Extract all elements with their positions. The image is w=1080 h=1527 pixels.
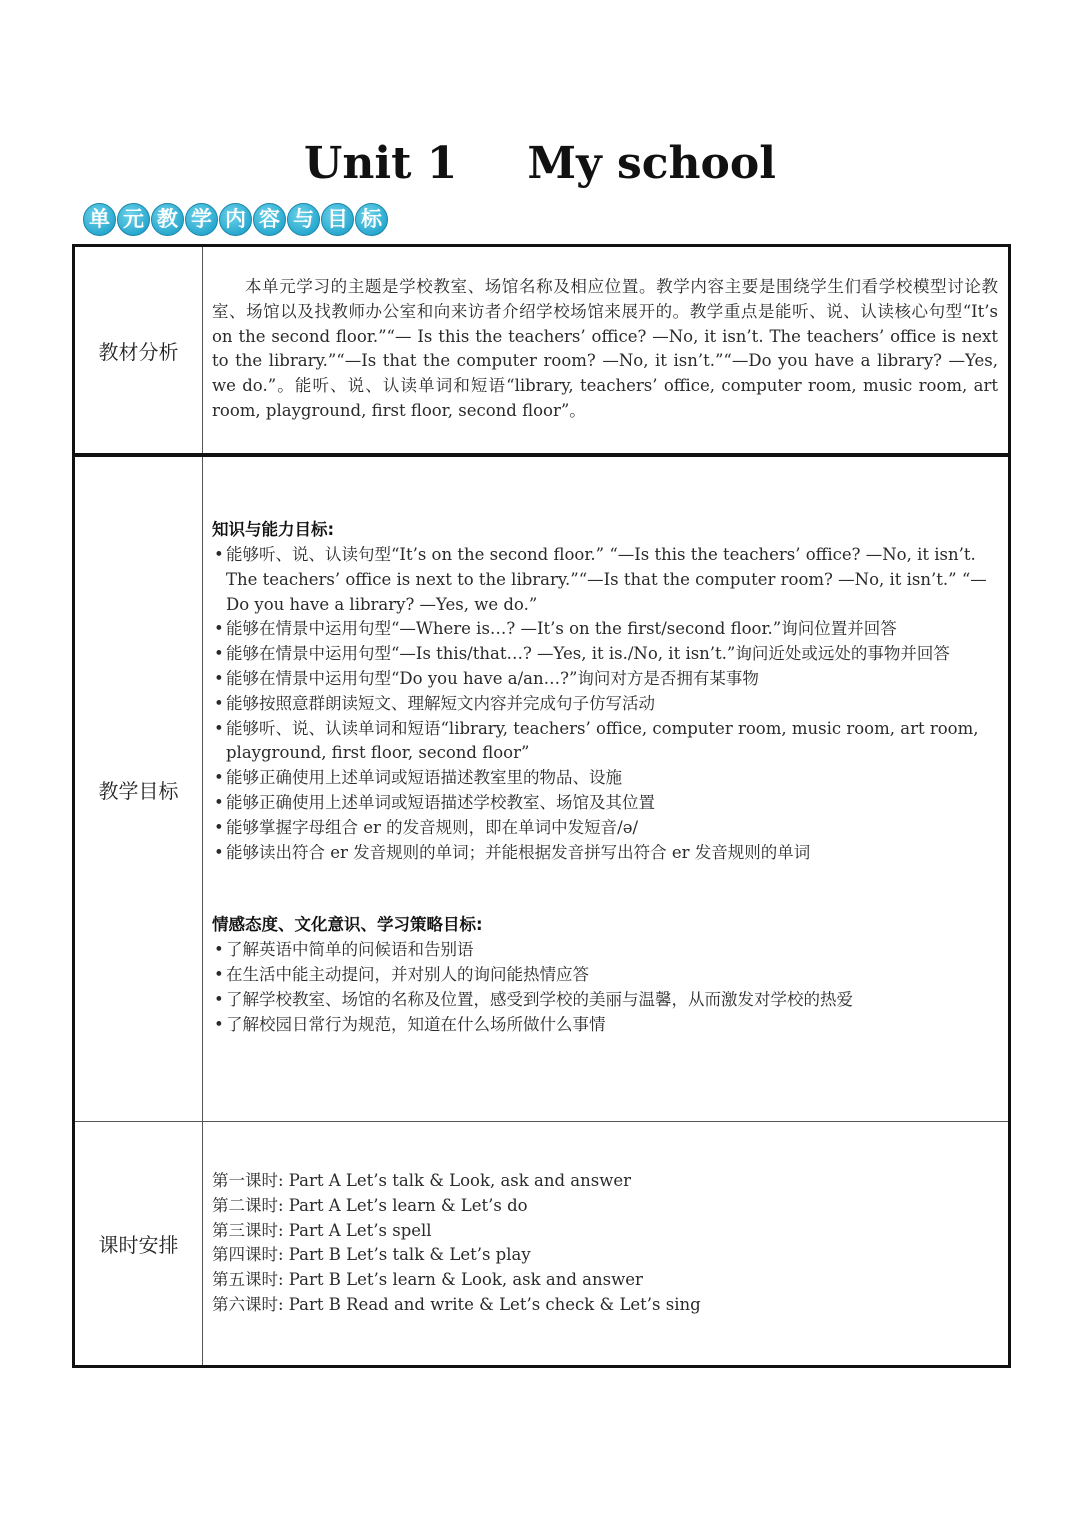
badge-char: 元	[117, 203, 150, 236]
table-row	[74, 1122, 1010, 1367]
table-row	[74, 246, 1010, 456]
lesson-item: 第二课时: Part A Let’s learn & Let’s do	[212, 1195, 528, 1215]
list-item: • 了解校园日常行为规范，知道在什么场所做什么事情	[212, 1013, 998, 1038]
row-label-teaching-goals: 教学目标	[74, 455, 203, 1122]
badge-char: 标	[355, 203, 388, 236]
list-item: • 能够在情景中运用句型“—Is this/that…? —Yes, it is./No, it isn’t.”询问近处或远处的事物并回答	[212, 642, 998, 667]
knowledge-heading: 知识与能力目标:	[212, 520, 335, 539]
badge-char: 教	[151, 203, 184, 236]
badge-char: 内	[219, 203, 252, 236]
badge-char: 目	[321, 203, 354, 236]
affect-heading: 情感态度、文化意识、学习策略目标:	[212, 915, 483, 935]
list-item: • 能够在情景中运用句型“—Where is…? —It’s on the first/second floor.”询问位置并回答	[212, 617, 998, 642]
lesson-item: 第一课时: Part A Let’s talk & Look, ask and answer	[212, 1171, 631, 1190]
textbook-analysis-cell	[203, 246, 1010, 456]
lesson-item: 第四课时: Part B Let’s talk & Let’s play	[212, 1245, 531, 1265]
row-label-textbook-analysis: 教材分析	[74, 246, 203, 456]
affect-list	[212, 938, 998, 1037]
unit-plan-table	[72, 244, 1011, 1368]
teaching-goals-cell	[203, 455, 1010, 1122]
page-title	[0, 138, 1080, 189]
unit-number: Unit 1	[304, 138, 458, 189]
list-item: • 能够听、说、认读单词和短语“library, teachers’ office, computer room, music room, art room, playground, first floor, second floor”	[212, 717, 998, 767]
unit-name: My school	[527, 138, 776, 189]
list-item: • 在生活中能主动提问，并对别人的询问能热情应答	[212, 963, 998, 988]
lesson-item: 第五课时: Part B Let’s learn & Look, ask and answer	[212, 1270, 643, 1290]
lesson-item: 第六课时: Part B Read and write & Let’s check & Let’s sing	[212, 1294, 701, 1314]
badge-char: 学	[185, 203, 218, 236]
list-item: • 能够正确使用上述单词或短语描述教室里的物品、设施	[212, 766, 998, 791]
lesson-item: 第三课时: Part A Let’s spell	[212, 1220, 432, 1240]
textbook-analysis-text: 本单元学习的主题是学校教室、场馆名称及相应位置。教学内容主要是围绕学生们看学校模型讨论教室、场馆以及找教师办公室和向来访者介绍学校场馆来展开的。教学重点是能听、说、认读核心句型“It’s on the second floor.”“— Is this the teachers’ office? —No, it isn’t. The teachers’ office is next to the library.”“—Is that the computer room? —No, it isn’t.”“—Do you have a library? —Yes, we do.”。能听、说、认读单词和短语“library, teachers’ office, computer room, music room, art room, playground, first floor, second floor”。	[212, 277, 998, 420]
list-item: • 能够掌握字母组合 er 的发音规则，即在单词中发短音/ə/	[212, 816, 998, 841]
table-row	[74, 455, 1010, 1122]
list-item: • 能够读出符合 er 发音规则的单词；并能根据发音拼写出符合 er 发音规则的单词	[212, 841, 998, 866]
badge-char: 容	[253, 203, 286, 236]
badge-char: 与	[287, 203, 320, 236]
section-badge	[83, 203, 388, 236]
list-item: • 能够听、说、认读句型“It’s on the second floor.” “—Is this the teachers’ office? —No, it isn’t. The teachers’ office is next to the library.”“—Is that the computer room? —No, it isn’t.” “—Do you have a library? —Yes, we do.”	[212, 543, 998, 617]
list-item: • 能够按照意群朗读短文、理解短文内容并完成句子仿写活动	[212, 692, 998, 717]
row-label-lesson-schedule: 课时安排	[74, 1122, 203, 1367]
knowledge-list	[212, 543, 998, 865]
list-item: • 能够正确使用上述单词或短语描述学校教室、场馆及其位置	[212, 791, 998, 816]
lesson-schedule-cell	[203, 1122, 1010, 1367]
list-item: • 了解英语中简单的问候语和告别语	[212, 938, 998, 963]
badge-char: 单	[83, 203, 116, 236]
list-item: • 了解学校教室、场馆的名称及位置，感受到学校的美丽与温馨，从而激发对学校的热爱	[212, 988, 998, 1013]
list-item: • 能够在情景中运用句型“Do you have a/an…?”询问对方是否拥有某事物	[212, 667, 998, 692]
